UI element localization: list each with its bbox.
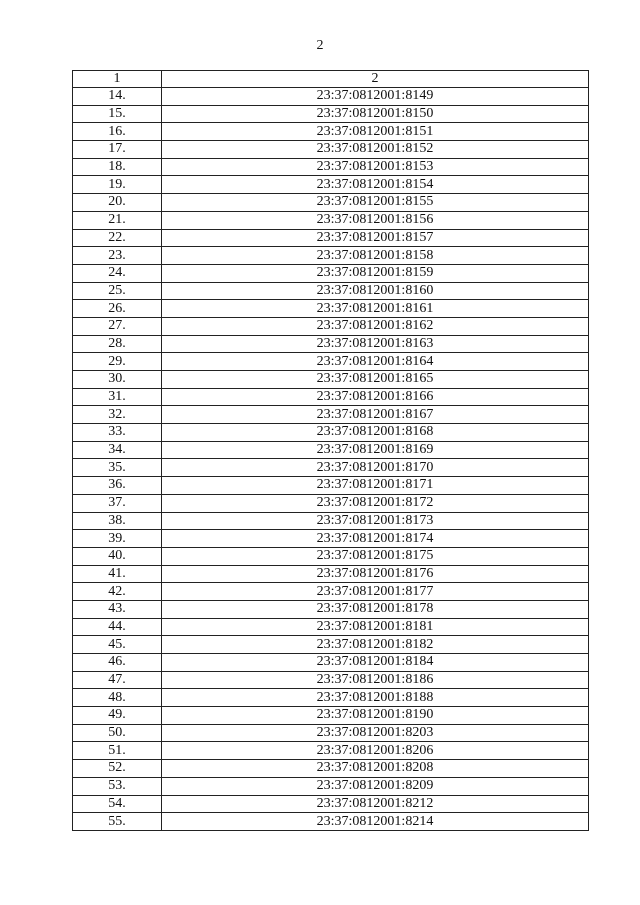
cadastral-number-cell: 23:37:0812001:8149 (162, 88, 589, 106)
cadastral-number-cell: 23:37:0812001:8160 (162, 282, 589, 300)
cadastral-number-table (72, 70, 589, 831)
cadastral-number-cell: 23:37:0812001:8181 (162, 618, 589, 636)
table-row (73, 247, 589, 265)
table-row (73, 141, 589, 159)
table-row (73, 636, 589, 654)
row-index-cell: 46. (73, 654, 162, 672)
table-row (73, 654, 589, 672)
table-row (73, 689, 589, 707)
row-index-cell: 48. (73, 689, 162, 707)
row-index-cell: 18. (73, 158, 162, 176)
row-index-cell: 55. (73, 813, 162, 831)
table-row (73, 300, 589, 318)
table-row (73, 176, 589, 194)
cadastral-number-cell: 23:37:0812001:8171 (162, 477, 589, 495)
row-index-cell: 44. (73, 618, 162, 636)
header-row (73, 71, 589, 88)
cadastral-number-cell: 23:37:0812001:8161 (162, 300, 589, 318)
row-index-cell: 47. (73, 671, 162, 689)
row-index-cell: 45. (73, 636, 162, 654)
table-row (73, 158, 589, 176)
row-index-cell: 14. (73, 88, 162, 106)
table-row (73, 317, 589, 335)
table-row (73, 512, 589, 530)
cadastral-number-cell: 23:37:0812001:8151 (162, 123, 589, 141)
table-row (73, 777, 589, 795)
row-index-cell: 52. (73, 760, 162, 778)
row-index-cell: 53. (73, 777, 162, 795)
table-row (73, 424, 589, 442)
table-row (73, 477, 589, 495)
cadastral-number-cell: 23:37:0812001:8182 (162, 636, 589, 654)
row-index-cell: 34. (73, 441, 162, 459)
table-row (73, 707, 589, 725)
cadastral-number-cell: 23:37:0812001:8166 (162, 388, 589, 406)
column-header-1: 1 (73, 71, 162, 88)
row-index-cell: 32. (73, 406, 162, 424)
table-row (73, 795, 589, 813)
cadastral-number-cell: 23:37:0812001:8172 (162, 494, 589, 512)
table-row (73, 264, 589, 282)
table-header (73, 71, 589, 88)
row-index-cell: 24. (73, 264, 162, 282)
table-row (73, 742, 589, 760)
table-row (73, 229, 589, 247)
row-index-cell: 20. (73, 194, 162, 212)
table-row (73, 600, 589, 618)
row-index-cell: 37. (73, 494, 162, 512)
cadastral-number-cell: 23:37:0812001:8157 (162, 229, 589, 247)
row-index-cell: 16. (73, 123, 162, 141)
row-index-cell: 35. (73, 459, 162, 477)
table-row (73, 282, 589, 300)
table-row (73, 406, 589, 424)
table-row (73, 353, 589, 371)
row-index-cell: 30. (73, 371, 162, 389)
table-row (73, 760, 589, 778)
row-index-cell: 28. (73, 335, 162, 353)
table-row (73, 211, 589, 229)
row-index-cell: 29. (73, 353, 162, 371)
row-index-cell: 38. (73, 512, 162, 530)
table-row (73, 388, 589, 406)
cadastral-number-cell: 23:37:0812001:8173 (162, 512, 589, 530)
cadastral-number-cell: 23:37:0812001:8158 (162, 247, 589, 265)
table-row (73, 618, 589, 636)
row-index-cell: 49. (73, 707, 162, 725)
row-index-cell: 25. (73, 282, 162, 300)
row-index-cell: 22. (73, 229, 162, 247)
row-index-cell: 21. (73, 211, 162, 229)
cadastral-number-cell: 23:37:0812001:8159 (162, 264, 589, 282)
page-number: 2 (316, 38, 324, 53)
row-index-cell: 23. (73, 247, 162, 265)
row-index-cell: 26. (73, 300, 162, 318)
table-row (73, 88, 589, 106)
cadastral-number-cell: 23:37:0812001:8209 (162, 777, 589, 795)
table-row (73, 459, 589, 477)
table-row (73, 547, 589, 565)
cadastral-number-cell: 23:37:0812001:8163 (162, 335, 589, 353)
row-index-cell: 36. (73, 477, 162, 495)
row-index-cell: 50. (73, 724, 162, 742)
row-index-cell: 54. (73, 795, 162, 813)
cadastral-number-cell: 23:37:0812001:8169 (162, 441, 589, 459)
cadastral-number-cell: 23:37:0812001:8170 (162, 459, 589, 477)
cadastral-number-cell: 23:37:0812001:8150 (162, 105, 589, 123)
table-row (73, 494, 589, 512)
table-row (73, 583, 589, 601)
table-row (73, 565, 589, 583)
cadastral-number-cell: 23:37:0812001:8178 (162, 600, 589, 618)
row-index-cell: 42. (73, 583, 162, 601)
row-index-cell: 17. (73, 141, 162, 159)
table-row (73, 194, 589, 212)
cadastral-number-cell: 23:37:0812001:8162 (162, 317, 589, 335)
table-row (73, 724, 589, 742)
cadastral-number-cell: 23:37:0812001:8156 (162, 211, 589, 229)
cadastral-number-cell: 23:37:0812001:8190 (162, 707, 589, 725)
cadastral-number-cell: 23:37:0812001:8167 (162, 406, 589, 424)
cadastral-number-cell: 23:37:0812001:8206 (162, 742, 589, 760)
cadastral-number-cell: 23:37:0812001:8188 (162, 689, 589, 707)
row-index-cell: 41. (73, 565, 162, 583)
row-index-cell: 19. (73, 176, 162, 194)
cadastral-number-cell: 23:37:0812001:8174 (162, 530, 589, 548)
table-row (73, 123, 589, 141)
cadastral-number-cell: 23:37:0812001:8177 (162, 583, 589, 601)
table-row (73, 530, 589, 548)
cadastral-number-cell: 23:37:0812001:8212 (162, 795, 589, 813)
table-row (73, 105, 589, 123)
cadastral-number-cell: 23:37:0812001:8164 (162, 353, 589, 371)
cadastral-number-cell: 23:37:0812001:8155 (162, 194, 589, 212)
cadastral-number-cell: 23:37:0812001:8176 (162, 565, 589, 583)
row-index-cell: 33. (73, 424, 162, 442)
row-index-cell: 39. (73, 530, 162, 548)
row-index-cell: 40. (73, 547, 162, 565)
cadastral-number-cell: 23:37:0812001:8153 (162, 158, 589, 176)
cadastral-number-cell: 23:37:0812001:8168 (162, 424, 589, 442)
row-index-cell: 31. (73, 388, 162, 406)
cadastral-number-cell: 23:37:0812001:8214 (162, 813, 589, 831)
table-body (73, 88, 589, 831)
cadastral-number-cell: 23:37:0812001:8165 (162, 371, 589, 389)
table-row (73, 671, 589, 689)
cadastral-number-cell: 23:37:0812001:8203 (162, 724, 589, 742)
row-index-cell: 15. (73, 105, 162, 123)
row-index-cell: 43. (73, 600, 162, 618)
cadastral-number-cell: 23:37:0812001:8152 (162, 141, 589, 159)
table-row (73, 335, 589, 353)
column-header-2: 2 (162, 71, 589, 88)
cadastral-number-cell: 23:37:0812001:8186 (162, 671, 589, 689)
table-row (73, 441, 589, 459)
cadastral-number-cell: 23:37:0812001:8208 (162, 760, 589, 778)
row-index-cell: 51. (73, 742, 162, 760)
table-row (73, 813, 589, 831)
cadastral-number-cell: 23:37:0812001:8175 (162, 547, 589, 565)
table-row (73, 371, 589, 389)
row-index-cell: 27. (73, 317, 162, 335)
cadastral-number-cell: 23:37:0812001:8154 (162, 176, 589, 194)
cadastral-number-cell: 23:37:0812001:8184 (162, 654, 589, 672)
